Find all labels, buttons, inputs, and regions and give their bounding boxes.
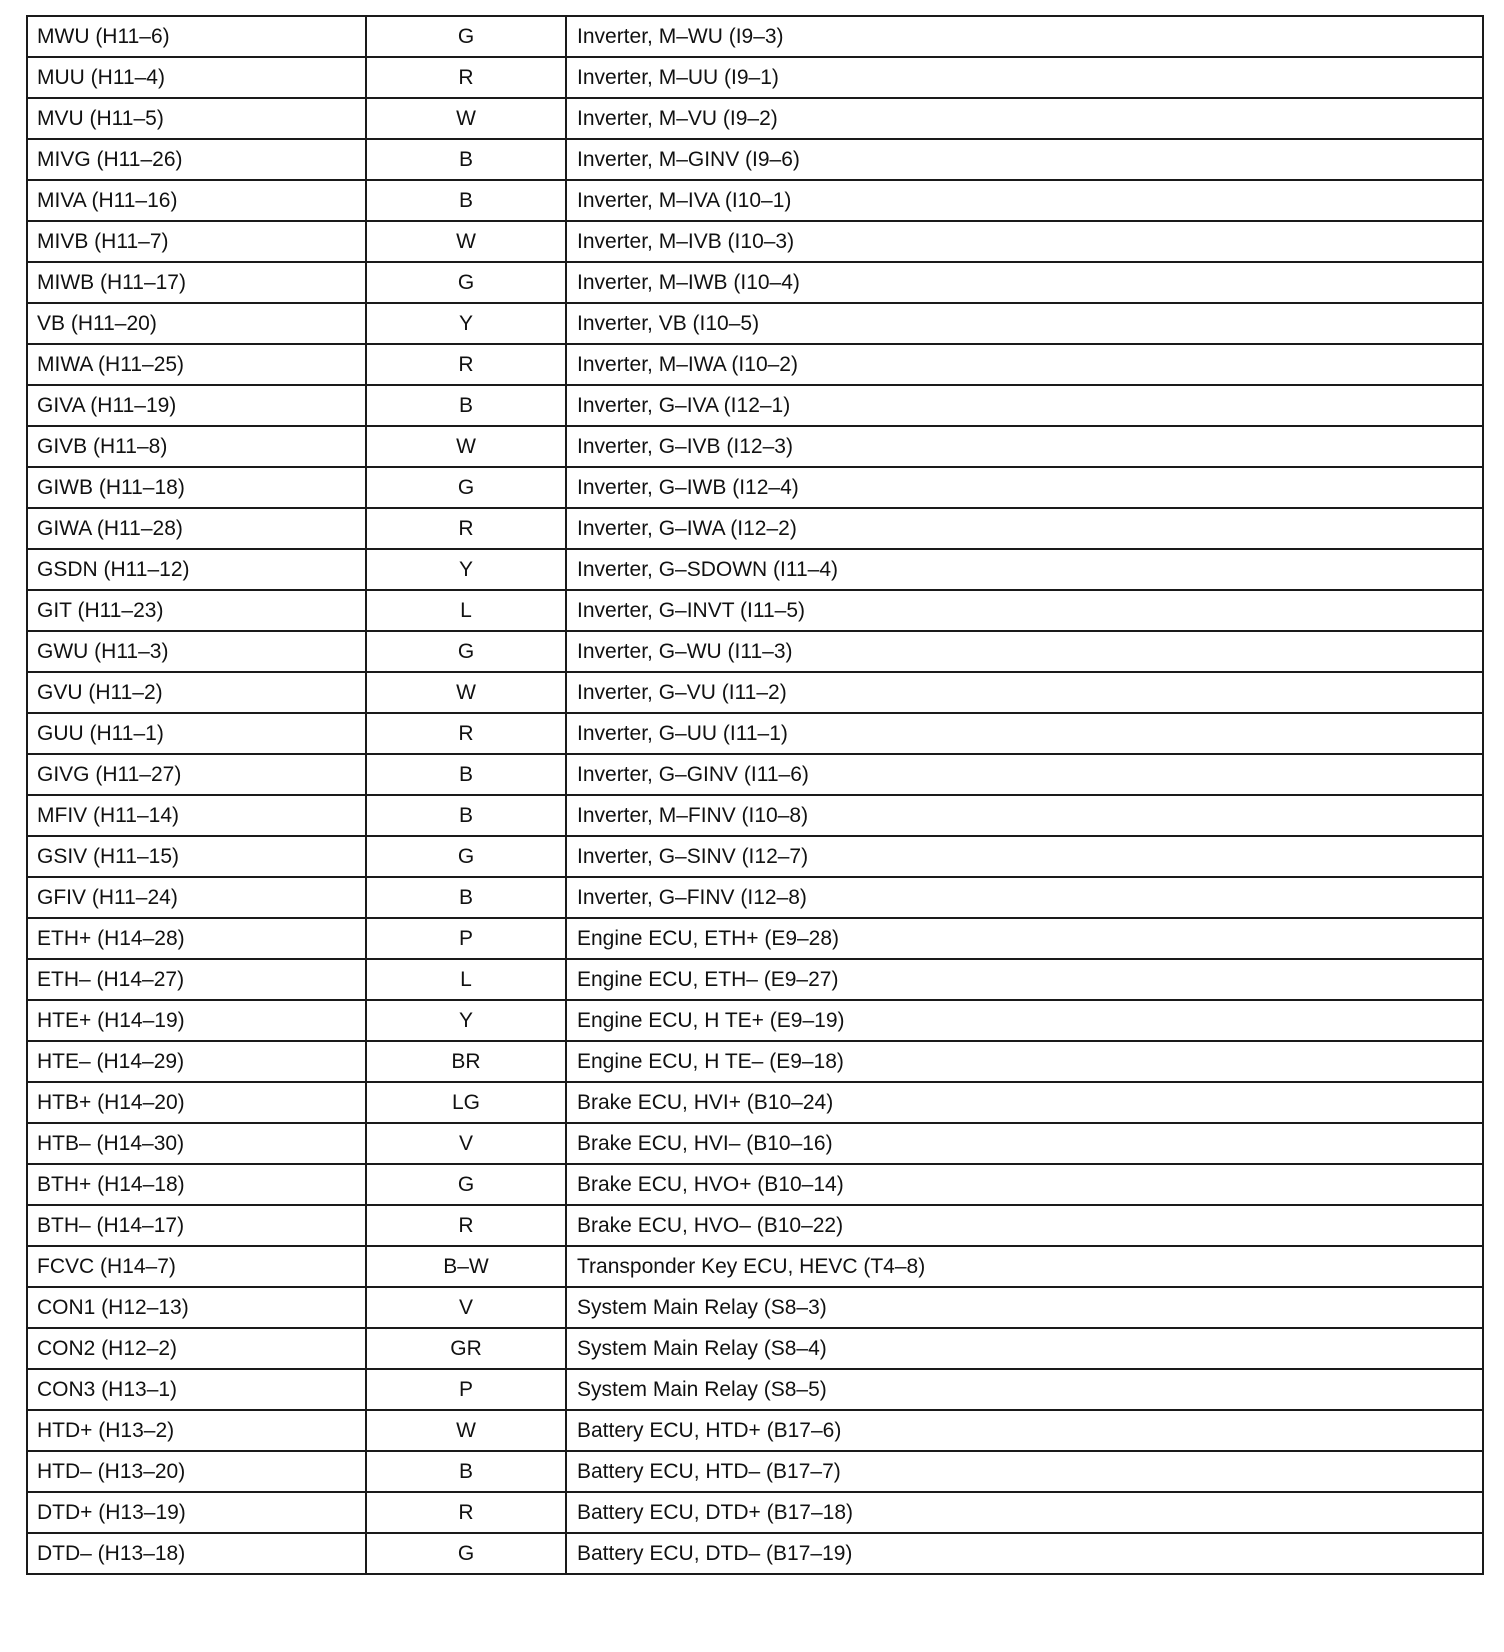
condition-cell: Inverter, G–UU (I11–1) [566, 713, 1483, 754]
condition-cell: Engine ECU, ETH– (E9–27) [566, 959, 1483, 1000]
wire-color-cell: W [366, 221, 566, 262]
terminal-cell: BTH– (H14–17) [27, 1205, 366, 1246]
terminal-cell: GVU (H11–2) [27, 672, 366, 713]
terminal-cell: GUU (H11–1) [27, 713, 366, 754]
condition-cell: Battery ECU, HTD– (B17–7) [566, 1451, 1483, 1492]
condition-cell: Brake ECU, HVO– (B10–22) [566, 1205, 1483, 1246]
condition-cell: System Main Relay (S8–3) [566, 1287, 1483, 1328]
condition-cell: Inverter, G–IWA (I12–2) [566, 508, 1483, 549]
table-row [27, 262, 1483, 303]
wire-color-cell: B [366, 877, 566, 918]
condition-cell: Inverter, G–GINV (I11–6) [566, 754, 1483, 795]
table-row [27, 1451, 1483, 1492]
wire-color-cell: R [366, 344, 566, 385]
table-row [27, 795, 1483, 836]
wire-color-cell: G [366, 262, 566, 303]
condition-cell: Engine ECU, H TE+ (E9–19) [566, 1000, 1483, 1041]
table-row [27, 1533, 1483, 1574]
table-row [27, 590, 1483, 631]
table-row [27, 918, 1483, 959]
table-row [27, 1123, 1483, 1164]
condition-cell: Inverter, G–FINV (I12–8) [566, 877, 1483, 918]
wire-color-cell: L [366, 590, 566, 631]
terminal-cell: HTE+ (H14–19) [27, 1000, 366, 1041]
wiring-table-container [26, 15, 1482, 1575]
wire-color-cell: GR [366, 1328, 566, 1369]
wire-color-cell: Y [366, 1000, 566, 1041]
wire-color-cell: V [366, 1123, 566, 1164]
terminal-cell: GIWB (H11–18) [27, 467, 366, 508]
condition-cell: Inverter, M–IVA (I10–1) [566, 180, 1483, 221]
condition-cell: Battery ECU, DTD– (B17–19) [566, 1533, 1483, 1574]
table-row [27, 344, 1483, 385]
wire-color-cell: B [366, 754, 566, 795]
wire-color-cell: LG [366, 1082, 566, 1123]
wire-color-cell: B [366, 180, 566, 221]
terminal-cell: DTD– (H13–18) [27, 1533, 366, 1574]
terminal-cell: MIVB (H11–7) [27, 221, 366, 262]
terminal-cell: GFIV (H11–24) [27, 877, 366, 918]
table-row [27, 1410, 1483, 1451]
terminal-cell: MIVG (H11–26) [27, 139, 366, 180]
terminal-cell: HTB– (H14–30) [27, 1123, 366, 1164]
condition-cell: Inverter, M–FINV (I10–8) [566, 795, 1483, 836]
table-row [27, 98, 1483, 139]
terminal-cell: GSDN (H11–12) [27, 549, 366, 590]
terminal-cell: MIWA (H11–25) [27, 344, 366, 385]
terminal-cell: GIVB (H11–8) [27, 426, 366, 467]
table-row [27, 1246, 1483, 1287]
wire-color-cell: G [366, 467, 566, 508]
condition-cell: Inverter, G–VU (I11–2) [566, 672, 1483, 713]
terminal-cell: MVU (H11–5) [27, 98, 366, 139]
wire-color-cell: G [366, 1533, 566, 1574]
condition-cell: Engine ECU, ETH+ (E9–28) [566, 918, 1483, 959]
condition-cell: Inverter, M–WU (I9–3) [566, 16, 1483, 57]
condition-cell: Inverter, G–INVT (I11–5) [566, 590, 1483, 631]
wiring-table-body [27, 16, 1483, 1574]
condition-cell: Inverter, G–IVA (I12–1) [566, 385, 1483, 426]
table-row [27, 549, 1483, 590]
terminal-cell: HTE– (H14–29) [27, 1041, 366, 1082]
terminal-cell: CON2 (H12–2) [27, 1328, 366, 1369]
condition-cell: Inverter, G–IVB (I12–3) [566, 426, 1483, 467]
condition-cell: Inverter, M–GINV (I9–6) [566, 139, 1483, 180]
terminal-cell: MFIV (H11–14) [27, 795, 366, 836]
wire-color-cell: B–W [366, 1246, 566, 1287]
table-row [27, 16, 1483, 57]
condition-cell: System Main Relay (S8–4) [566, 1328, 1483, 1369]
terminal-cell: GWU (H11–3) [27, 631, 366, 672]
table-row [27, 139, 1483, 180]
table-row [27, 385, 1483, 426]
condition-cell: Inverter, VB (I10–5) [566, 303, 1483, 344]
terminal-cell: MIWB (H11–17) [27, 262, 366, 303]
table-row [27, 1041, 1483, 1082]
condition-cell: Brake ECU, HVI+ (B10–24) [566, 1082, 1483, 1123]
condition-cell: Inverter, M–IVB (I10–3) [566, 221, 1483, 262]
terminal-cell: GSIV (H11–15) [27, 836, 366, 877]
wire-color-cell: P [366, 1369, 566, 1410]
wire-color-cell: W [366, 672, 566, 713]
table-row [27, 1082, 1483, 1123]
table-row [27, 672, 1483, 713]
wiring-table [26, 15, 1484, 1575]
terminal-cell: GIVA (H11–19) [27, 385, 366, 426]
terminal-cell: DTD+ (H13–19) [27, 1492, 366, 1533]
terminal-cell: GIT (H11–23) [27, 590, 366, 631]
condition-cell: Battery ECU, HTD+ (B17–6) [566, 1410, 1483, 1451]
condition-cell: Inverter, G–WU (I11–3) [566, 631, 1483, 672]
terminal-cell: HTD+ (H13–2) [27, 1410, 366, 1451]
table-row [27, 221, 1483, 262]
wire-color-cell: G [366, 1164, 566, 1205]
table-row [27, 426, 1483, 467]
wire-color-cell: W [366, 1410, 566, 1451]
condition-cell: Inverter, G–IWB (I12–4) [566, 467, 1483, 508]
table-row [27, 1328, 1483, 1369]
table-row [27, 1205, 1483, 1246]
table-row [27, 1369, 1483, 1410]
wire-color-cell: R [366, 57, 566, 98]
table-row [27, 1000, 1483, 1041]
wire-color-cell: R [366, 508, 566, 549]
table-row [27, 1492, 1483, 1533]
wire-color-cell: BR [366, 1041, 566, 1082]
terminal-cell: MWU (H11–6) [27, 16, 366, 57]
wire-color-cell: B [366, 1451, 566, 1492]
condition-cell: Inverter, G–SINV (I12–7) [566, 836, 1483, 877]
wire-color-cell: Y [366, 549, 566, 590]
table-row [27, 180, 1483, 221]
table-row [27, 303, 1483, 344]
wire-color-cell: G [366, 16, 566, 57]
terminal-cell: GIVG (H11–27) [27, 754, 366, 795]
condition-cell: Inverter, G–SDOWN (I11–4) [566, 549, 1483, 590]
wire-color-cell: R [366, 1205, 566, 1246]
terminal-cell: MIVA (H11–16) [27, 180, 366, 221]
wire-color-cell: W [366, 98, 566, 139]
terminal-cell: GIWA (H11–28) [27, 508, 366, 549]
wire-color-cell: G [366, 836, 566, 877]
condition-cell: System Main Relay (S8–5) [566, 1369, 1483, 1410]
wire-color-cell: B [366, 139, 566, 180]
wire-color-cell: B [366, 385, 566, 426]
condition-cell: Brake ECU, HVI– (B10–16) [566, 1123, 1483, 1164]
wire-color-cell: W [366, 426, 566, 467]
wire-color-cell: L [366, 959, 566, 1000]
table-row [27, 1164, 1483, 1205]
terminal-cell: ETH+ (H14–28) [27, 918, 366, 959]
table-row [27, 508, 1483, 549]
terminal-cell: HTB+ (H14–20) [27, 1082, 366, 1123]
table-row [27, 1287, 1483, 1328]
condition-cell: Inverter, M–UU (I9–1) [566, 57, 1483, 98]
table-row [27, 754, 1483, 795]
wire-color-cell: V [366, 1287, 566, 1328]
terminal-cell: HTD– (H13–20) [27, 1451, 366, 1492]
terminal-cell: BTH+ (H14–18) [27, 1164, 366, 1205]
terminal-cell: MUU (H11–4) [27, 57, 366, 98]
wire-color-cell: R [366, 713, 566, 754]
table-row [27, 467, 1483, 508]
terminal-cell: VB (H11–20) [27, 303, 366, 344]
terminal-cell: FCVC (H14–7) [27, 1246, 366, 1287]
condition-cell: Battery ECU, DTD+ (B17–18) [566, 1492, 1483, 1533]
wire-color-cell: G [366, 631, 566, 672]
table-row [27, 959, 1483, 1000]
condition-cell: Inverter, M–IWA (I10–2) [566, 344, 1483, 385]
wire-color-cell: P [366, 918, 566, 959]
wire-color-cell: Y [366, 303, 566, 344]
condition-cell: Inverter, M–VU (I9–2) [566, 98, 1483, 139]
wire-color-cell: B [366, 795, 566, 836]
terminal-cell: CON3 (H13–1) [27, 1369, 366, 1410]
terminal-cell: ETH– (H14–27) [27, 959, 366, 1000]
condition-cell: Inverter, M–IWB (I10–4) [566, 262, 1483, 303]
table-row [27, 57, 1483, 98]
table-row [27, 631, 1483, 672]
condition-cell: Transponder Key ECU, HEVC (T4–8) [566, 1246, 1483, 1287]
terminal-cell: CON1 (H12–13) [27, 1287, 366, 1328]
condition-cell: Brake ECU, HVO+ (B10–14) [566, 1164, 1483, 1205]
table-row [27, 836, 1483, 877]
wire-color-cell: R [366, 1492, 566, 1533]
table-row [27, 877, 1483, 918]
table-row [27, 713, 1483, 754]
condition-cell: Engine ECU, H TE– (E9–18) [566, 1041, 1483, 1082]
